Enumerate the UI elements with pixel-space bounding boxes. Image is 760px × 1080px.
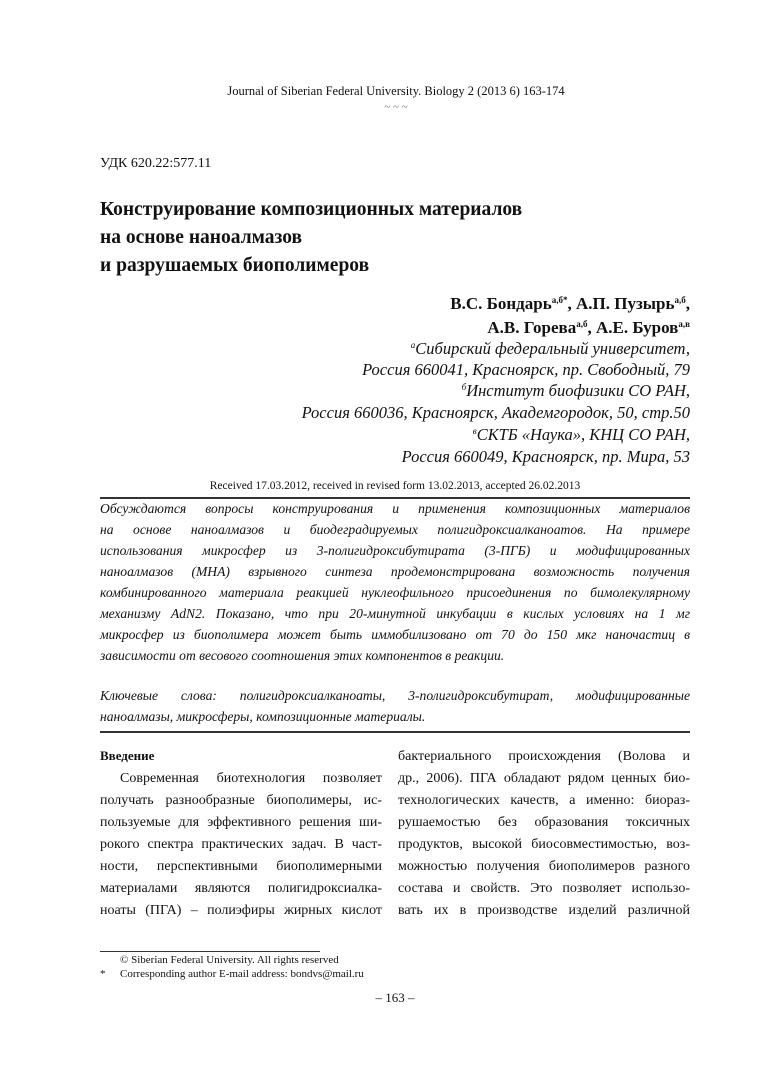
affiliation-line — [473, 425, 690, 445]
affiliation-line — [362, 360, 690, 380]
body-line: материалами являются полигидроксиалка- — [100, 881, 382, 896]
body-line: состава и свойств. Это позволяет использо- — [398, 881, 690, 896]
affil-text: Россия 660036, Красноярск, Академгородок, 50, стр.50 — [301, 403, 690, 422]
section-heading: Введение — [100, 748, 155, 763]
keywords-line: Ключевые слова: полигидроксиалканоаты, 3-полигидроксибутират, модифицированные — [100, 688, 690, 703]
keywords-line: наноалмазы, микросферы, композиционные материалы. — [100, 709, 426, 724]
udk-code: УДК 620.22:577.11 — [100, 156, 212, 171]
affiliation-line — [462, 381, 690, 401]
affil-text: Россия 660049, Красноярск, пр. Мира, 53 — [401, 447, 690, 466]
affil-mark: б — [461, 382, 467, 392]
abstract-line: наноалмазов (МНА) взрывного синтеза продемонстрирована возможность получения — [100, 564, 690, 579]
body-line: Современная биотехнология позволяет — [120, 771, 382, 786]
body-line: продуктов, высокой биосовместимостью, воз- — [398, 837, 690, 852]
abstract-line: механизму AdN2. Показано, что при 20-минутной инкубации в кислых условиях на 1 мг — [100, 606, 690, 621]
body-line: ноаты (ПГА) – полиэфиры жирных кислот — [100, 903, 382, 918]
author-name: В.С. Бондарь — [450, 294, 552, 313]
authors-line-1 — [450, 294, 690, 314]
article-title-line: на основе наноалмазов — [100, 227, 303, 248]
article-title-line: и разрушаемых биополимеров — [100, 255, 370, 276]
author-name: , А.Е. Буров — [587, 318, 679, 337]
affil-mark: в — [472, 426, 477, 436]
abstract-line: использования микросфер из 3-полигидроксибутирата (3-ПГБ) и модифицированных — [100, 543, 690, 558]
body-line: ности, перспективными биополимерными — [100, 859, 382, 874]
affil-text: Россия 660041, Красноярск, пр. Свободный, 79 — [362, 360, 690, 379]
abstract-line: комбинированного материала реакцией нуклеофильного присоединения по бимолекулярному — [100, 585, 690, 600]
body-line: вать их в производстве изделий различной — [398, 903, 690, 918]
divider — [100, 497, 690, 499]
body-line: рушаемостью без образования токсичных — [398, 815, 690, 830]
affiliation-line — [302, 403, 690, 423]
author-affil: а,б* — [551, 295, 568, 305]
affiliation-line — [411, 339, 690, 359]
author-sep: , — [685, 294, 690, 313]
body-line: др., 2006). ПГА обладают рядом ценных био- — [398, 771, 690, 786]
affil-mark: а — [410, 340, 416, 350]
affil-text: СКТБ «Наука», КНЦ СО РАН, — [476, 425, 690, 444]
abstract-line: на основе наноалмазов и биодеградируемых полигидроксиалканоатов. На примере — [100, 522, 690, 537]
body-line: пользуемые для эффективного решения ши- — [100, 815, 382, 830]
copyright-note: © Siberian Federal University. All rights reserved — [120, 954, 339, 966]
footnote-divider — [100, 951, 320, 952]
author-affil: а,б — [674, 295, 686, 305]
divider — [100, 731, 690, 733]
body-line: получать разнообразные биополимеры, ис- — [100, 793, 382, 808]
header-ornament: ~ ~ ~ — [384, 101, 408, 113]
affil-text: Сибирский федеральный университет, — [415, 339, 690, 358]
abstract-line: зависимости от весового соотношения этих компонентов в реакции. — [100, 648, 505, 663]
affiliation-line — [402, 447, 690, 467]
body-line: можностью получения биополимеров разного — [398, 859, 690, 874]
author-name: А.В. Горева — [487, 318, 577, 337]
body-line: бактериального происхождения (Волова и — [398, 749, 690, 764]
corresponding-author-note: Corresponding author E-mail address: bondvs@mail.ru — [120, 968, 364, 980]
footnote-marker: * — [100, 968, 106, 980]
abstract-line: Обсуждаются вопросы конструирования и применения композиционных материалов — [100, 501, 690, 516]
journal-header: Journal of Siberian Federal University. Biology 2 (2013 6) 163-174 — [227, 84, 565, 98]
body-line: рокого спектра практических задач. В част- — [100, 837, 382, 852]
article-title-line: Конструирование композиционных материалов — [100, 199, 523, 220]
abstract-line: микросфер из биополимера может быть иммобилизовано от 70 до 150 мкг наночастиц в — [100, 627, 690, 642]
received-dates: Received 17.03.2012, received in revised form 13.02.2013, accepted 26.02.2013 — [209, 480, 581, 492]
authors-line-2 — [487, 318, 690, 338]
author-affil: а,в — [678, 319, 690, 329]
body-line: технологических качеств, а именно: биораз- — [398, 793, 690, 808]
author-affil: а,б — [576, 319, 588, 329]
page-number: – 163 – — [375, 990, 415, 1005]
affil-text: Институт биофизики СО РАН, — [466, 381, 690, 400]
author-name: , А.П. Пузырь — [567, 294, 675, 313]
